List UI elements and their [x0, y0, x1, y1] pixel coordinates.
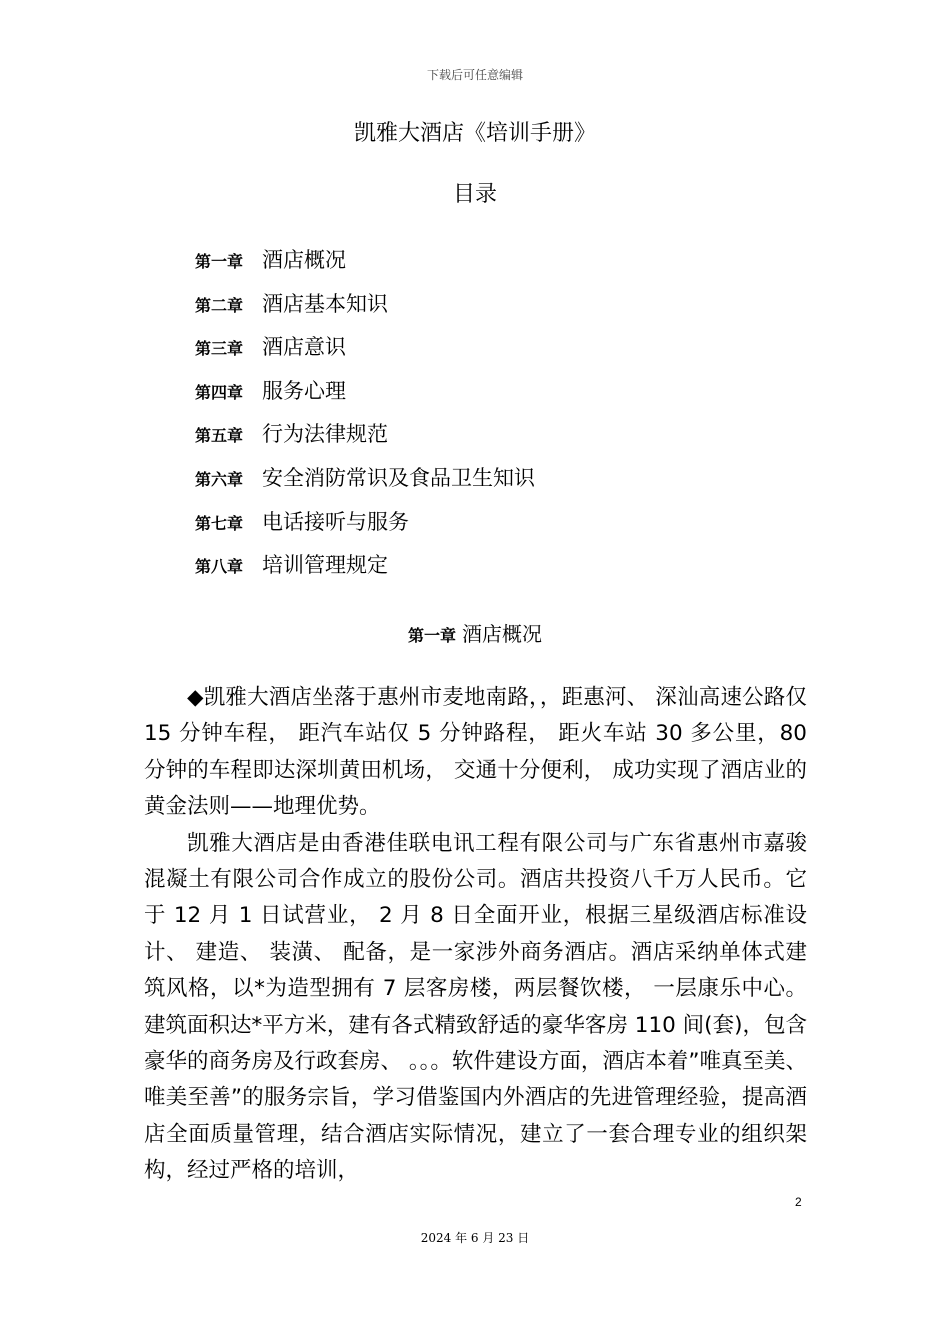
toc-item	[195, 415, 535, 459]
toc-item	[195, 546, 535, 590]
chapter-heading	[0, 617, 950, 653]
toc-item-number: 第五章	[195, 426, 244, 446]
toc-item-name: 酒店基本知识	[262, 291, 388, 316]
toc-item	[195, 285, 535, 329]
footer-date: 2024 年 6 月 23 日	[420, 1231, 530, 1245]
toc-item	[195, 241, 535, 285]
toc-item-number: 第四章	[195, 382, 244, 402]
toc-item-name: 酒店概况	[262, 248, 346, 272]
body-paragraph: ◆凯雅大酒店坐落于惠州市麦地南路，，距惠河、 深汕高速公路仅 15 分钟车程， 距汽车站仅 5 分钟路程， 距火车站 30 多公里，80 分钟的车程即达深圳黄田机场， 交通十分便利， 成功实现了酒店业的黄金法则——地理优势。	[144, 685, 807, 820]
toc-item-number: 第三章	[195, 339, 244, 359]
toc-heading: 目录	[452, 182, 497, 207]
toc-item-name: 行为法律规范	[262, 422, 388, 447]
document-title: 凯雅大酒店《培训手册》	[353, 121, 596, 146]
toc-item-number: 第七章	[195, 513, 244, 533]
toc-item-number: 第一章	[195, 252, 244, 271]
chapter-name: 酒店概况	[462, 622, 542, 646]
header-note: 下载后可任意编辑	[426, 68, 523, 82]
toc-item	[195, 328, 535, 372]
toc-item-name: 服务心理	[262, 378, 346, 403]
toc-item-name: 酒店意识	[262, 335, 346, 360]
toc-item-number: 第二章	[195, 295, 244, 315]
page-number: 2	[795, 1195, 802, 1209]
chapter-body	[144, 680, 807, 1190]
toc-item-number: 第六章	[195, 469, 244, 489]
toc-item-name: 培训管理规定	[262, 553, 388, 578]
chapter-number: 第一章	[407, 626, 456, 645]
table-of-contents	[195, 241, 535, 590]
toc-item	[195, 372, 535, 416]
toc-item	[195, 503, 535, 547]
toc-item-name: 安全消防常识及食品卫生知识	[262, 465, 535, 490]
toc-item-number: 第八章	[195, 557, 244, 577]
body-paragraph: 凯雅大酒店是由香港佳联电讯工程有限公司与广东省惠州市嘉骏混凝土有限公司合作成立的股份公司。酒店共投资八千万人民币。它于 12 月 1 日试营业， 2 月 8 日全面开业，根据三星级酒店标准设计、 建造、 装潢、 配备，是一家涉外商务酒店。酒店采纳单体式建筑风格，以*为造型拥有 7 层客房楼，两层餐饮楼， 一层康乐中心。建筑面积达*平方米，建有各式精致舒适的豪华客房 110 间(套)，包含豪华的商务房及行政套房、 。。。软件建设方面，酒店本着”唯真至美、 唯美至善”的服务宗旨，学习借鉴国内外酒店的先进管理经验，提高酒店全面质量管理，结合酒店实际情况，建立了一套合理专业的组织架构，经过严格的培训，	[144, 830, 807, 1184]
toc-item	[195, 459, 535, 503]
toc-item-name: 电话接听与服务	[262, 509, 409, 534]
